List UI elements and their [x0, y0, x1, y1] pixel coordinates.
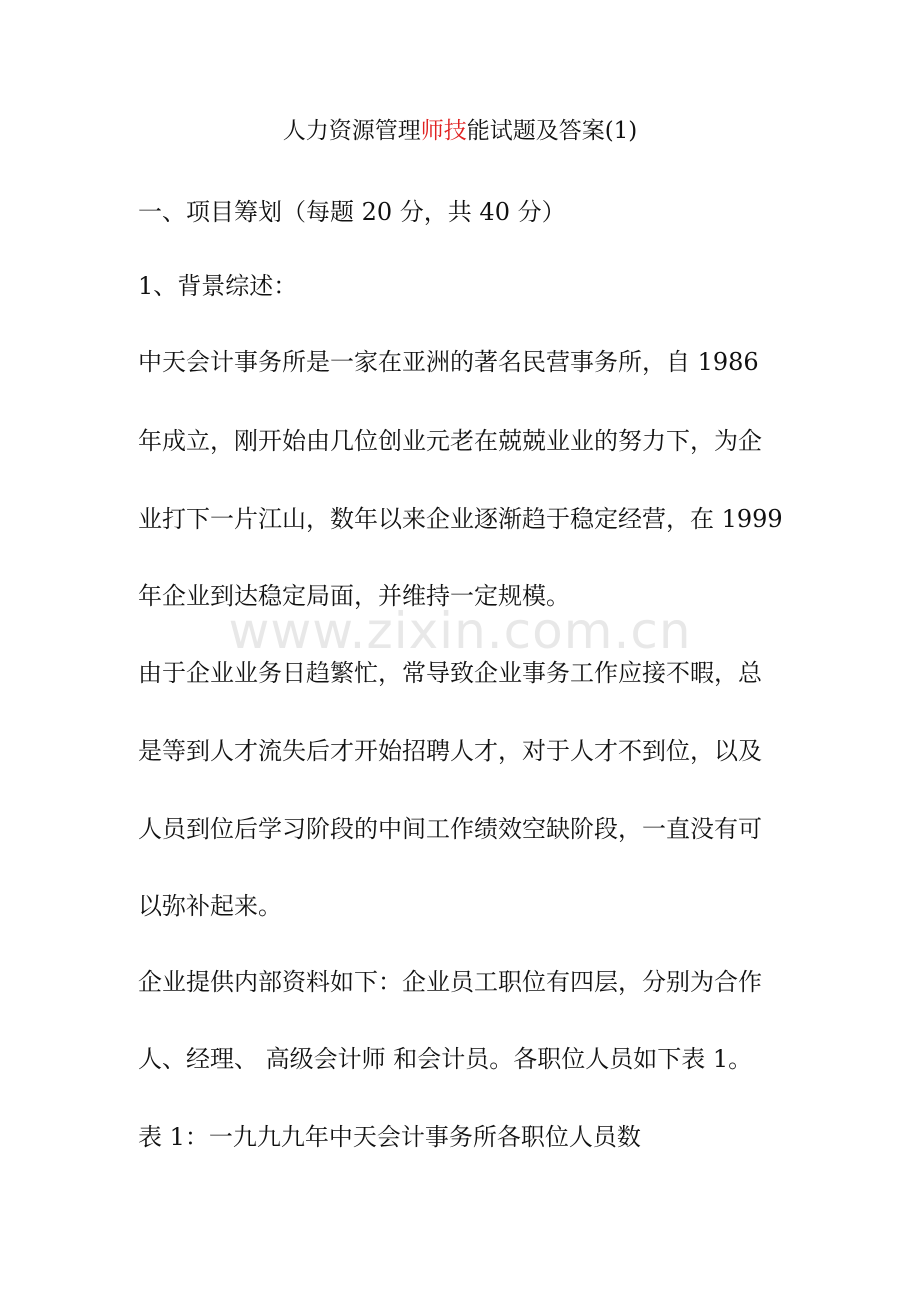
title-part2: 能试题及答案(1) [466, 118, 638, 144]
title-part1: 人力资源管理 [282, 118, 421, 144]
paragraph-line: 以弥补起来。 [138, 892, 282, 920]
document-title [0, 112, 920, 145]
paragraph-line: 是等到人才流失后才开始招聘人才，对于人才不到位，以及 [138, 737, 762, 765]
paragraph-line: 企业提供内部资料如下：企业员工职位有四层，分别为合作 [138, 968, 762, 996]
paragraph-line: 中天会计事务所是一家在亚洲的著名民营事务所，自 1986 [138, 348, 759, 376]
paragraph-line: 由于企业业务日趋繁忙，常导致企业事务工作应接不暇，总 [138, 659, 762, 687]
title-highlight: 师技 [420, 118, 467, 144]
paragraph-line: 年企业到达稳定局面，并维持一定规模。 [138, 582, 570, 610]
table-caption: 表 1：一九九九年中天会计事务所各职位人员数 [138, 1123, 641, 1151]
paragraph-line: 人、经理、 高级会计师 和会计员。各职位人员如下表 1。 [138, 1045, 753, 1073]
paragraph-line: 业打下一片江山，数年以来企业逐渐趋于稳定经营，在 1999 [138, 505, 783, 533]
watermark: www.zixin.com.cn [228, 602, 692, 660]
subsection-heading: 1、背景综述： [138, 272, 298, 300]
section-heading: 一、项目筹划（每题 20 分，共 40 分） [138, 198, 566, 226]
paragraph-line: 年成立，刚开始由几位创业元老在兢兢业业的努力下，为企 [138, 427, 762, 455]
paragraph-line: 人员到位后学习阶段的中间工作绩效空缺阶段，一直没有可 [138, 815, 762, 843]
